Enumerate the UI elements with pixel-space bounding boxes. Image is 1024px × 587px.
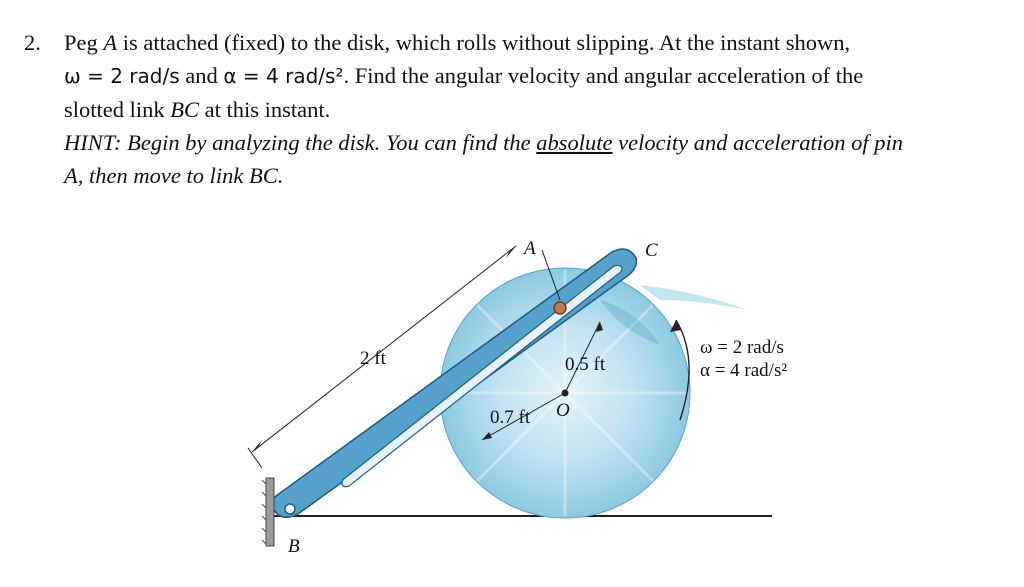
peg-a bbox=[554, 302, 566, 314]
problem-number: 2. bbox=[24, 30, 41, 55]
dim-label-07ft: 0.7 ft bbox=[490, 407, 531, 428]
label-o: O bbox=[556, 400, 570, 421]
text-fragment: at this instant. bbox=[199, 97, 331, 122]
alpha-label: α = 4 rad/s² bbox=[700, 360, 788, 381]
text-fragment: is attached (fixed) to the disk, which rolls without slipping. At the instant shown, bbox=[117, 30, 851, 55]
peg-label: A bbox=[103, 30, 118, 55]
text-fragment: velocity and acceleration of pin bbox=[612, 130, 904, 155]
text-fragment: HINT: Begin by analyzing the disk. You can find the bbox=[64, 130, 537, 155]
pin-b bbox=[285, 504, 295, 514]
label-a: A bbox=[524, 238, 536, 259]
motion-blur bbox=[640, 285, 748, 310]
label-c: C bbox=[645, 240, 658, 261]
text-fragment: Peg bbox=[64, 30, 104, 55]
text-fragment: slotted link bbox=[64, 97, 171, 122]
extension-line bbox=[248, 448, 262, 468]
text-fragment: and bbox=[179, 63, 224, 88]
omega-equation: ω = 2 rad/s bbox=[64, 64, 180, 88]
dim-label-05ft: 0.5 ft bbox=[565, 354, 606, 375]
text-fragment: . Find the angular velocity and angular acceleration of the bbox=[343, 63, 864, 88]
alpha-equation: α = 4 rad/s² bbox=[223, 64, 344, 88]
omega-label: ω = 2 rad/s bbox=[700, 337, 784, 358]
absolute-underlined: absolute bbox=[536, 130, 613, 155]
hint-line-2: A, then move to link BC. bbox=[64, 163, 284, 188]
link-label: BC bbox=[170, 97, 200, 122]
label-b: B bbox=[288, 536, 300, 557]
dim-label-2ft: 2 ft bbox=[360, 348, 386, 369]
